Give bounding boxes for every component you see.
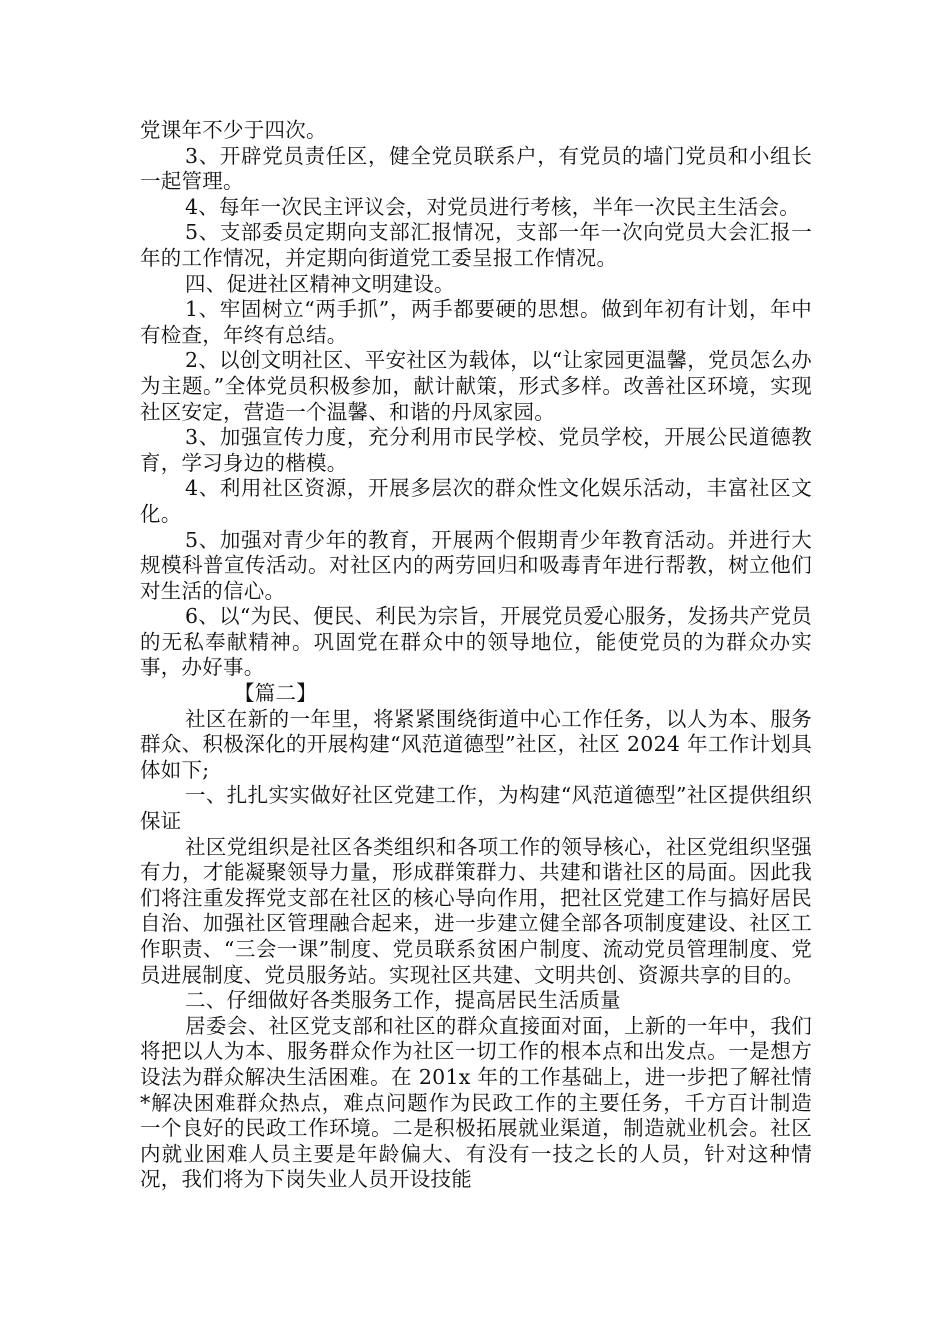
part-heading: 【篇二】: [234, 681, 317, 706]
section-heading: 一、扎扎实实做好社区党建工作，为构建“风范道德型”社区提供组织保证: [140, 783, 812, 834]
paragraph: 4、每年一次民主评议会，对党员进行考核，半年一次民主生活会。: [185, 194, 801, 219]
paragraph: 5、加强对青少年的教育，开展两个假期青少年教育活动。并进行大规模科普宣传活动。对社区内的两劳回归和吸毒青年进行帮教，树立他们对生活的信心。: [140, 527, 812, 603]
paragraph: 社区在新的一年里，将紧紧围绕街道中心工作任务，以人为本、服务群众、积极深化的开展构建“风范道德型”社区，社区 2024 年工作计划具体如下;: [140, 706, 812, 782]
paragraph: 4、利用社区资源，开展多层次的群众性文化娱乐活动，丰富社区文化。: [140, 476, 812, 526]
section-heading: 四、促进社区精神文明建设。: [185, 271, 455, 296]
paragraph: 居委会、社区党支部和社区的群众直接面对面，上新的一年中，我们将把以人为本、服务群众作为社区一切工作的根本点和出发点。一是想方设法为群众解决生活困难。在 201x 年的工作基础上，进一步把了解社情*解决困难群众热点，难点问题作为民政工作的主要任务，千方百计制造一个良好的民政工作环境。二是积极拓展就业渠道，制造就业机会。社区内就业困难人员主要是年龄偏大、有没有一技之长的人员，针对这种情况，我们将为下岗失业人员开设技能: [140, 1013, 812, 1192]
paragraph: 党课年不少于四次。: [140, 118, 327, 142]
paragraph: 6、以“为民、便民、利民为宗旨，开展党员爱心服务，发扬共产党员的无私奉献精神。巩固党在群众中的领导地位，能使党员的为群众办实事，办好事。: [140, 604, 812, 680]
paragraph: 1、牢固树立“两手抓”，两手都要硬的思想。做到年初有计划，年中有检查，年终有总结。: [140, 297, 812, 347]
section-heading: 二、仔细做好各类服务工作，提高居民生活质量: [185, 988, 621, 1013]
paragraph: 3、开辟党员责任区，健全党员联系户，有党员的墙门党员和小组长一起管理。: [140, 143, 812, 194]
paragraph: 5、支部委员定期向支部汇报情况，支部一年一次向党员大会汇报一年的工作情况，并定期向街道党工委呈报工作情况。: [140, 220, 812, 270]
paragraph: 3、加强宣传力度，充分利用市民学校、党员学校，开展公民道德教育，学习身边的楷模。: [140, 425, 812, 475]
paragraph: 社区党组织是社区各类组织和各项工作的领导核心，社区党组织坚强有力，才能凝聚领导力量，形成群策群力、共建和谐社区的局面。因此我们将注重发挥党支部在社区的核心导向作用，把社区党建工作与搞好居民自治、加强社区管理融合起来，进一步建立健全部各项制度建设、社区工作职责、“三会一课”制度、党员联系贫困户制度、流动党员管理制度、党员进展制度、党员服务站。实现社区共建、文明共创、资源共享的目的。: [140, 834, 812, 987]
document-body: [140, 118, 812, 1193]
paragraph: 2、以创文明社区、平安社区为载体，以“让家园更温馨，党员怎么办为主题。”全体党员积极参加，献计献策，形式多样。改善社区环境，实现社区安定，营造一个温馨、和谐的丹凤家园。: [140, 348, 812, 424]
